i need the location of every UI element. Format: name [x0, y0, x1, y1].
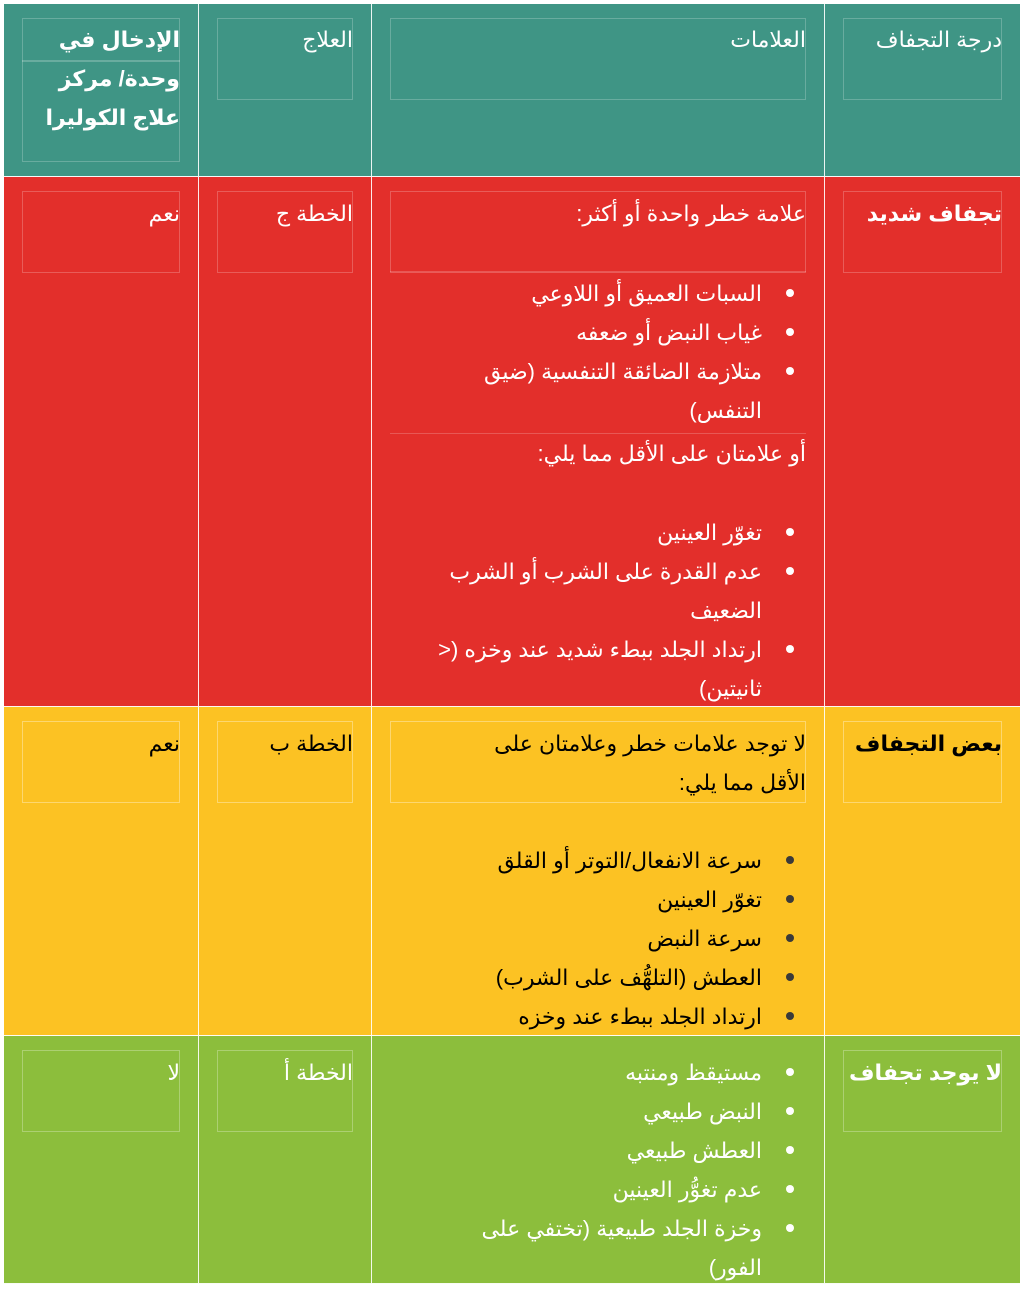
bullet-icon [786, 895, 794, 903]
severe-signs-intro: علامة خطر واحدة أو أكثر: [576, 201, 806, 226]
severe-treatment-cell [198, 177, 371, 706]
none-signs-cell [371, 1036, 824, 1283]
bullet-icon [786, 1185, 794, 1193]
some-admission-cell [4, 707, 198, 1035]
header-treatment-cell [198, 4, 371, 176]
none-degree: لا يوجد تجفاف [849, 1060, 1002, 1085]
no-dehydration-row [4, 1036, 1020, 1284]
list-item: السبات العميق أو اللاوعي [390, 274, 806, 313]
bullet-icon [786, 856, 794, 864]
some-signs-list [390, 841, 806, 1036]
header-signs-cell [371, 4, 824, 176]
list-item: غياب النبض أو ضعفه [390, 313, 806, 352]
bullet-icon [786, 973, 794, 981]
severe-danger-signs-list [390, 274, 806, 430]
header-admission-cell [4, 4, 198, 176]
header-degree: درجة التجفاف [875, 27, 1002, 52]
bullet-icon [786, 645, 794, 653]
header-degree-cell [824, 4, 1020, 176]
bullet-icon [786, 1107, 794, 1115]
some-treatment: الخطة ب [269, 731, 353, 756]
severe-signs-cell [371, 177, 824, 706]
some-signs-cell [371, 707, 824, 1035]
severe-degree: تجفاف شديد [866, 201, 1002, 226]
severe-treatment: الخطة ج [275, 201, 353, 226]
some-dehydration-row [4, 707, 1020, 1036]
bullet-icon [786, 934, 794, 942]
none-admission: لا [167, 1060, 180, 1085]
severe-other-signs-list [390, 513, 806, 708]
bullet-icon [786, 367, 794, 375]
some-degree: بعض التجفاف [854, 731, 1002, 756]
list-item: ارتداد الجلد ببطء عند وخزه [390, 997, 806, 1036]
bullet-icon [786, 1068, 794, 1076]
severe-degree-cell [824, 177, 1020, 706]
header-treatment: العلاج [302, 27, 353, 52]
bullet-icon [786, 1224, 794, 1232]
list-item: العطش طبيعي [390, 1131, 806, 1170]
severe-dehydration-row [4, 177, 1020, 707]
some-admission: نعم [148, 731, 180, 756]
none-degree-cell [824, 1036, 1020, 1283]
severe-admission: نعم [148, 201, 180, 226]
some-signs-intro-line-1: لا توجد علامات خطر وعلامتان على [494, 731, 806, 756]
list-item: عدم تغوُّر العينين [390, 1170, 806, 1209]
list-item: تغوّر العينين [390, 880, 806, 919]
none-signs-list [390, 1053, 806, 1287]
dehydration-table [4, 4, 1020, 1284]
header-signs: العلامات [730, 27, 806, 52]
some-treatment-cell [198, 707, 371, 1035]
list-item: تغوّر العينين [390, 513, 806, 552]
some-degree-cell [824, 707, 1020, 1035]
list-item: مستيقظ ومنتبه [390, 1053, 806, 1092]
list-item: سرعة الانفعال/التوتر أو القلق [390, 841, 806, 880]
list-item: النبض طبيعي [390, 1092, 806, 1131]
bullet-icon [786, 328, 794, 336]
list-item: العطش (التلهُّف على الشرب) [390, 958, 806, 997]
header-row [4, 4, 1020, 177]
none-admission-cell [4, 1036, 198, 1283]
some-signs-intro-line-2: الأقل مما يلي: [678, 770, 806, 795]
header-admission-line-3: علاج الكوليرا [45, 105, 180, 130]
list-item: ارتداد الجلد ببطء شديد عند وخزه (< ثانيتين) [390, 630, 806, 708]
none-treatment: الخطة أ [283, 1060, 353, 1085]
severe-admission-cell [4, 177, 198, 706]
header-admission-line-2: وحدة/ مركز [58, 66, 180, 91]
list-item: وخزة الجلد طبيعية (تختفي على الفور) [390, 1209, 806, 1287]
bullet-icon [786, 528, 794, 536]
bullet-icon [786, 289, 794, 297]
severe-or-intro: أو علامتان على الأقل مما يلي: [537, 441, 806, 466]
none-treatment-cell [198, 1036, 371, 1283]
list-item: سرعة النبض [390, 919, 806, 958]
list-item: متلازمة الضائقة التنفسية (ضيق التنفس) [390, 352, 806, 430]
bullet-icon [786, 1146, 794, 1154]
bullet-icon [786, 567, 794, 575]
list-item: عدم القدرة على الشرب أو الشرب الضعيف [390, 552, 806, 630]
bullet-icon [786, 1012, 794, 1020]
header-admission-line-1: الإدخال في [58, 27, 180, 52]
